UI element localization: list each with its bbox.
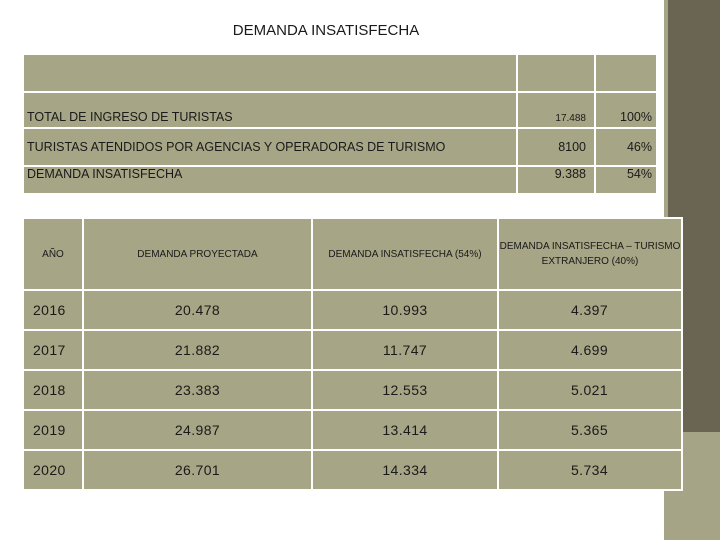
- table-row: [23, 450, 682, 490]
- projected-cell: 26.701: [83, 450, 312, 490]
- summary-value: 17.488: [517, 92, 595, 128]
- summary-label: TURISTAS ATENDIDOS POR AGENCIAS Y OPERADORAS DE TURISMO: [23, 128, 517, 166]
- table-row: [23, 370, 682, 410]
- summary-row: [23, 128, 657, 166]
- column-header-foreign: DEMANDA INSATISFECHA – TURISMO EXTRANJERO (40%): [498, 218, 682, 290]
- summary-percent: 46%: [595, 128, 657, 166]
- summary-label: DEMANDA INSATISFECHA: [23, 166, 517, 194]
- table-row: [23, 290, 682, 330]
- year-cell: 2019: [23, 410, 83, 450]
- summary-label: TOTAL DE INGRESO DE TURISTAS: [23, 92, 517, 128]
- summary-header-cell: [595, 54, 657, 92]
- table-row: [23, 410, 682, 450]
- summary-header-cell: [23, 54, 517, 92]
- summary-value: 9.388: [517, 166, 595, 194]
- foreign-cell: 5.021: [498, 370, 682, 410]
- page-title: DEMANDA INSATISFECHA: [232, 22, 420, 39]
- demand-header-row: [23, 218, 682, 290]
- projected-cell: 21.882: [83, 330, 312, 370]
- year-cell: 2020: [23, 450, 83, 490]
- summary-percent: 100%: [595, 92, 657, 128]
- table-row: [23, 330, 682, 370]
- summary-value: 8100: [517, 128, 595, 166]
- projected-cell: 23.383: [83, 370, 312, 410]
- unsatisfied-cell: 11.747: [312, 330, 498, 370]
- year-cell: 2018: [23, 370, 83, 410]
- column-header-unsatisfied: DEMANDA INSATISFECHA (54%): [312, 218, 498, 290]
- foreign-cell: 5.365: [498, 410, 682, 450]
- foreign-cell: 4.397: [498, 290, 682, 330]
- column-header-year: AÑO: [23, 218, 83, 290]
- unsatisfied-cell: 10.993: [312, 290, 498, 330]
- year-cell: 2017: [23, 330, 83, 370]
- demand-table: [22, 217, 683, 491]
- column-header-projected: DEMANDA PROYECTADA: [83, 218, 312, 290]
- unsatisfied-cell: 14.334: [312, 450, 498, 490]
- projected-cell: 20.478: [83, 290, 312, 330]
- foreign-cell: 5.734: [498, 450, 682, 490]
- summary-row: [23, 166, 657, 194]
- year-cell: 2016: [23, 290, 83, 330]
- projected-cell: 24.987: [83, 410, 312, 450]
- summary-header-row: [23, 54, 657, 92]
- foreign-cell: 4.699: [498, 330, 682, 370]
- summary-row: [23, 92, 657, 128]
- summary-header-cell: [517, 54, 595, 92]
- summary-percent: 54%: [595, 166, 657, 194]
- unsatisfied-cell: 13.414: [312, 410, 498, 450]
- unsatisfied-cell: 12.553: [312, 370, 498, 410]
- summary-table: [22, 53, 658, 195]
